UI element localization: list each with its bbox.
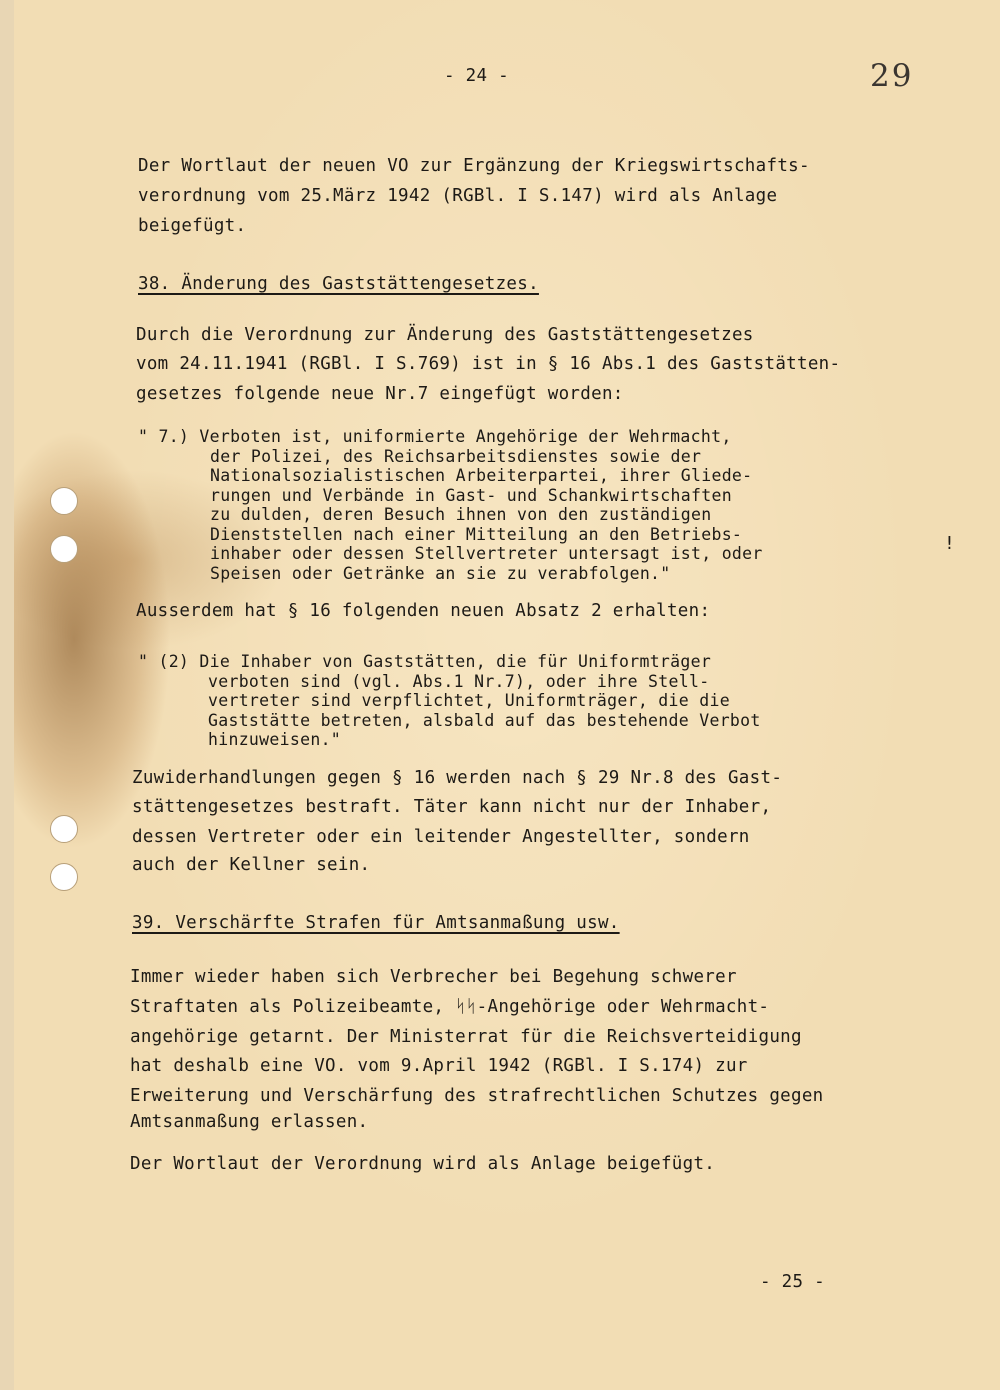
margin-mark: ! <box>944 533 955 554</box>
quote-1-line: inhaber oder dessen Stellvertreter untersagt ist, oder <box>210 544 763 563</box>
section-38-para1-line: gesetzes folgende neue Nr.7 eingefügt worden: <box>136 384 624 404</box>
punch-hole <box>50 535 78 563</box>
section-39-para1-line: Immer wieder haben sich Verbrecher bei Begehung schwerer <box>130 967 737 987</box>
intro-line: verordnung vom 25.März 1942 (RGBl. I S.147) wird als Anlage <box>138 186 778 206</box>
section-38-para1-line: Durch die Verordnung zur Änderung des Gaststättengesetzes <box>136 325 754 345</box>
section-38-heading: 38. Änderung des Gaststättengesetzes. <box>138 274 539 294</box>
section-38-para3-line: stättengesetzes bestraft. Täter kann nicht nur der Inhaber, <box>132 797 772 817</box>
quote-1-line: Nationalsozialistischen Arbeiterpartei, ihrer Gliede- <box>210 466 753 485</box>
section-39-para1-line: Straftaten als Polizeibeamte, ᛋᛋ-Angehörige oder Wehrmacht- <box>130 997 770 1017</box>
section-38-para1-line: vom 24.11.1941 (RGBl. I S.769) ist in § 16 Abs.1 des Gaststätten- <box>136 354 841 374</box>
section-38-para3-line: dessen Vertreter oder ein leitender Angestellter, sondern <box>132 827 750 847</box>
document-page <box>14 0 1000 1390</box>
quote-2-line: hinzuweisen." <box>208 730 342 749</box>
quote-2-line: verboten sind (vgl. Abs.1 Nr.7), oder ihre Stell- <box>208 672 710 691</box>
punch-hole <box>50 487 78 515</box>
section-38-para2: Ausserdem hat § 16 folgenden neuen Absatz 2 erhalten: <box>136 601 711 621</box>
section-38-para3-line: Zuwiderhandlungen gegen § 16 werden nach § 29 Nr.8 des Gast- <box>132 768 783 788</box>
quote-1-line: zu dulden, deren Besuch ihnen von den zuständigen <box>210 505 712 524</box>
section-39-para2: Der Wortlaut der Verordnung wird als Anlage beigefügt. <box>130 1154 716 1174</box>
quote-1-line: " 7.) Verboten ist, uniformierte Angehörige der Wehrmacht, <box>138 427 732 446</box>
quote-2-line: " (2) Die Inhaber von Gaststätten, die für Uniformträger <box>138 652 712 671</box>
quote-1-line: Dienststellen nach einer Mitteilung an den Betriebs- <box>210 525 743 544</box>
section-39-heading: 39. Verschärfte Strafen für Amtsanmaßung usw. <box>132 913 620 933</box>
page-number: - 24 - <box>444 66 510 86</box>
quote-1-line: rungen und Verbände in Gast- und Schankwirtschaften <box>210 486 732 505</box>
section-39-para1-line: Erweiterung und Verschärfung des strafrechtlichen Schutzes gegen <box>130 1086 824 1106</box>
quote-2-line: vertreter sind verpflichtet, Uniformträger, die die <box>208 691 730 710</box>
intro-line: beigefügt. <box>138 216 247 236</box>
quote-1-line: Speisen oder Getränke an sie zu verabfolgen." <box>210 564 671 583</box>
folio-number: 29 <box>870 58 914 94</box>
section-39-para1-line: angehörige getarnt. Der Ministerrat für die Reichsverteidigung <box>130 1027 802 1047</box>
next-page-indicator: - 25 - <box>760 1272 826 1292</box>
quote-2-line: Gaststätte betreten, alsbald auf das bestehende Verbot <box>208 711 761 730</box>
punch-hole <box>50 815 78 843</box>
page-left-edge <box>0 0 14 1390</box>
section-39-para1-line: hat deshalb eine VO. vom 9.April 1942 (RGBl. I S.174) zur <box>130 1056 748 1076</box>
intro-line: Der Wortlaut der neuen VO zur Ergänzung der Kriegswirtschafts- <box>138 156 810 176</box>
section-38-para3-line: auch der Kellner sein. <box>132 855 371 875</box>
quote-1-line: der Polizei, des Reichsarbeitsdienstes sowie der <box>210 447 702 466</box>
section-39-para1-line: Amtsanmaßung erlassen. <box>130 1112 369 1132</box>
punch-hole <box>50 863 78 891</box>
